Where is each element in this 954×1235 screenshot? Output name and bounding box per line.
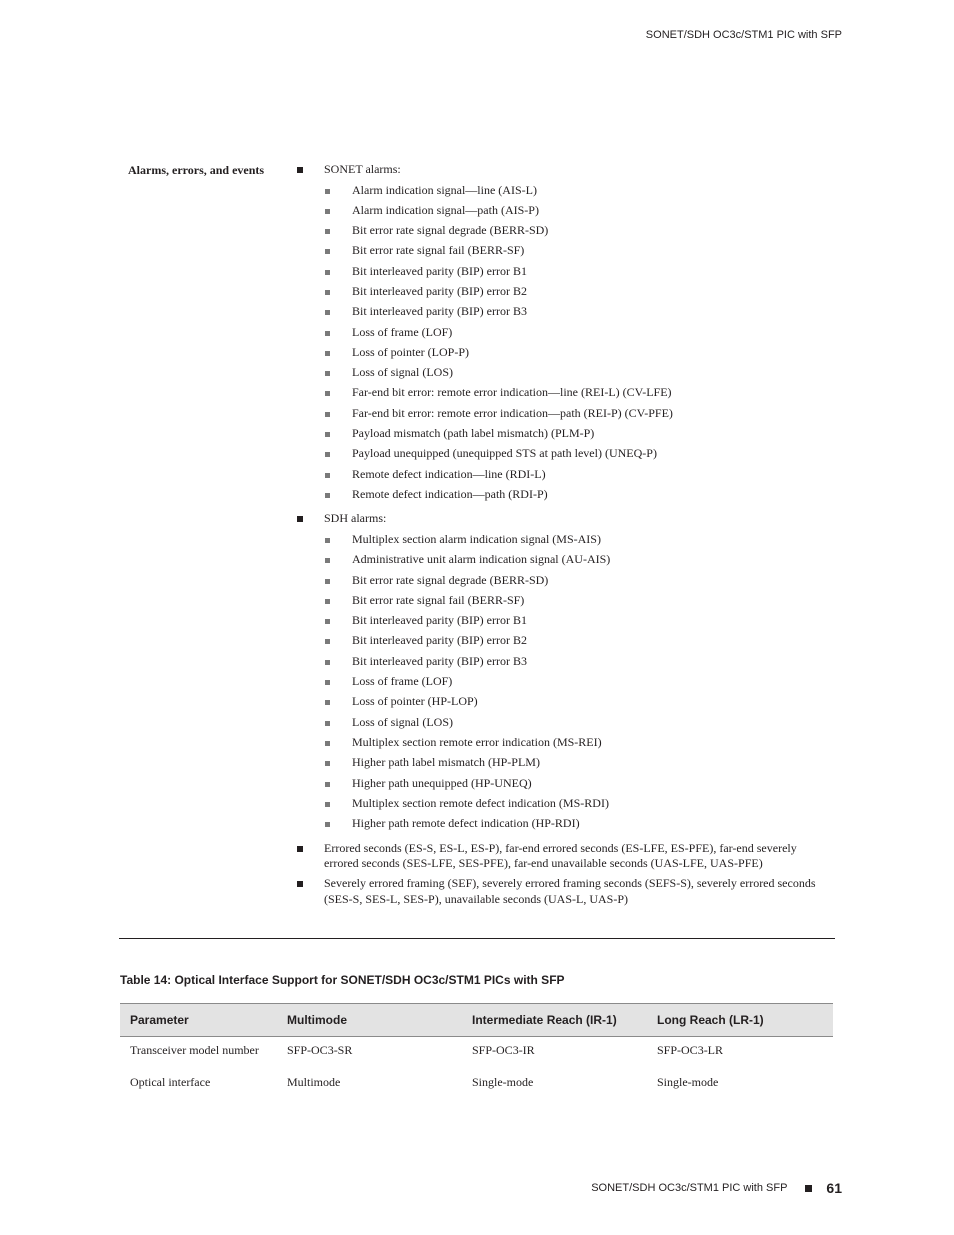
sdh-alarm: Higher path unequipped (HP-UNEQ): [324, 776, 816, 792]
column-header: Multimode: [277, 1004, 462, 1037]
table-cell: Single-mode: [657, 1074, 719, 1089]
table-cell: Transceiver model number: [130, 1043, 259, 1057]
errored-seconds-item: Errored seconds (ES-S, ES-L, ES-P), far-end errored seconds (ES-LFE, ES-PFE), far-end severely errored seconds (SES-LFE, SES-PFE), far-end unavailable seconds (UAS-LFE, UAS-PFE): [296, 841, 816, 872]
sdh-alarm: Administrative unit alarm indication signal (AU-AIS): [324, 552, 816, 568]
sdh-alarm: Multiplex section remote error indication (MS-REI): [324, 735, 816, 751]
column-header: Parameter: [120, 1004, 277, 1037]
sonet-alarm: Remote defect indication—line (RDI-L): [324, 467, 816, 483]
sonet-alarm: Payload mismatch (path label mismatch) (PLM-P): [324, 426, 816, 442]
section-label: Alarms, errors, and events: [128, 163, 265, 177]
sonet-alarm: Alarm indication signal—line (AIS-L): [324, 183, 816, 199]
sonet-alarm: Payload unequipped (unequipped STS at path level) (UNEQ-P): [324, 446, 816, 462]
sonet-alarm: Bit interleaved parity (BIP) error B1: [324, 264, 816, 280]
sdh-alarm: Bit error rate signal degrade (BERR-SD): [324, 573, 816, 589]
sonet-alarm: Bit interleaved parity (BIP) error B3: [324, 304, 816, 320]
table-header-row: [120, 1004, 833, 1037]
table-cell: SFP-OC3-LR: [657, 1043, 724, 1057]
sdh-alarms-item: [296, 511, 816, 831]
sdh-alarm: Higher path remote defect indication (HP-RDI): [324, 816, 816, 832]
sdh-alarm: Higher path label mismatch (HP-PLM): [324, 755, 816, 771]
sonet-alarm: Far-end bit error: remote error indication—line (REI-L) (CV-LFE): [324, 385, 816, 401]
section-body: [296, 162, 816, 912]
optical-interface-table: [120, 1003, 833, 1099]
sonet-alarm: Loss of pointer (LOP-P): [324, 345, 816, 361]
sdh-alarm: Multiplex section alarm indication signal (MS-AIS): [324, 532, 816, 548]
section-divider: [119, 938, 835, 939]
page-number: 61: [826, 1180, 842, 1196]
sonet-alarm: Remote defect indication—path (RDI-P): [324, 487, 816, 503]
footer-separator-icon: [805, 1185, 812, 1192]
sonet-alarm: Alarm indication signal—path (AIS-P): [324, 203, 816, 219]
sonet-alarms-title: SONET alarms:: [324, 162, 401, 176]
severely-errored-item: Severely errored framing (SEF), severely errored framing seconds (SEFS-S), severely errored seconds (SES-S, SES-L, SES-P), unavailable seconds (UAS-L, UAS-P): [296, 876, 816, 907]
table-cell: SFP-OC3-SR: [287, 1043, 353, 1057]
sdh-alarm: Bit interleaved parity (BIP) error B3: [324, 654, 816, 670]
table-cell: Multimode: [287, 1074, 341, 1089]
table-row: [120, 1068, 833, 1100]
sonet-alarms-item: [296, 162, 816, 502]
table-cell: SFP-OC3-IR: [472, 1043, 535, 1057]
table-row: [120, 1037, 833, 1068]
sonet-alarm: Far-end bit error: remote error indication—path (REI-P) (CV-PFE): [324, 406, 816, 422]
sdh-alarms-title: SDH alarms:: [324, 511, 387, 526]
sonet-alarm-list: [324, 183, 816, 503]
column-header: Intermediate Reach (IR-1): [462, 1004, 647, 1037]
alarm-list: [296, 162, 816, 907]
sdh-alarm: Loss of signal (LOS): [324, 715, 816, 731]
sonet-alarm: Bit interleaved parity (BIP) error B2: [324, 284, 816, 300]
table-cell: Optical interface: [130, 1074, 211, 1089]
sdh-alarm: Loss of frame (LOF): [324, 674, 816, 690]
sdh-alarm: Multiplex section remote defect indication (MS-RDI): [324, 796, 816, 812]
sdh-alarm-list: [324, 532, 816, 832]
table-caption: Table 14: Optical Interface Support for SONET/SDH OC3c/STM1 PICs with SFP: [120, 973, 565, 987]
sonet-alarm: Bit error rate signal fail (BERR-SF): [324, 243, 816, 259]
table-cell: Single-mode: [472, 1074, 534, 1089]
footer-title: SONET/SDH OC3c/STM1 PIC with SFP: [591, 1182, 788, 1194]
sdh-alarm: Bit interleaved parity (BIP) error B2: [324, 633, 816, 649]
running-header: SONET/SDH OC3c/STM1 PIC with SFP: [645, 29, 842, 41]
column-header: Long Reach (LR-1): [647, 1004, 833, 1037]
sdh-alarm: Bit error rate signal fail (BERR-SF): [324, 593, 816, 609]
sonet-alarm: Loss of signal (LOS): [324, 365, 816, 381]
sonet-alarm: Bit error rate signal degrade (BERR-SD): [324, 223, 816, 239]
page-footer: [591, 1180, 842, 1196]
sdh-alarm: Loss of pointer (HP-LOP): [324, 694, 816, 710]
sdh-alarm: Bit interleaved parity (BIP) error B1: [324, 613, 816, 629]
sonet-alarm: Loss of frame (LOF): [324, 325, 816, 341]
